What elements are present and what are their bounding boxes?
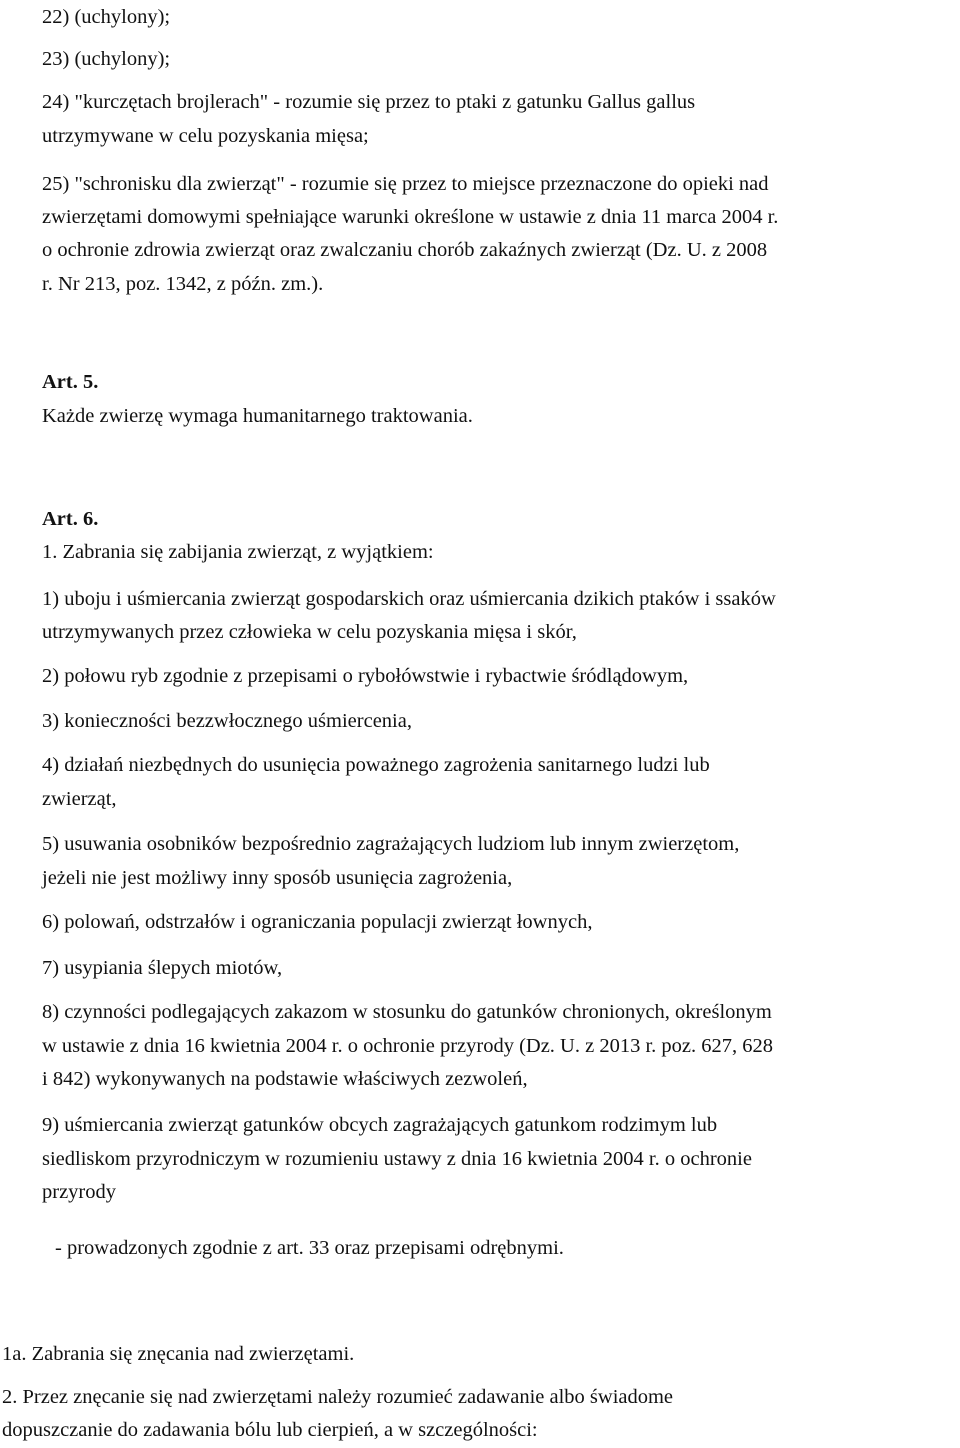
exception-6: 6) polowań, odstrzałów i ograniczania populacji zwierząt łownych, [42, 911, 593, 933]
article-6-paragraph-1-intro: 1. Zabrania się zabijania zwierząt, z wyjątkiem: [42, 541, 434, 563]
definition-24-line-1: 24) "kurczętach brojlerach" - rozumie się przez to ptaki z gatunku Gallus gallus [42, 91, 696, 113]
exception-9-line-2: siedliskom przyrodniczym w rozumieniu ustawy z dnia 16 kwietnia 2004 r. o ochronie [42, 1148, 752, 1170]
exception-1-line-1: 1) uboju i uśmiercania zwierząt gospodarskich oraz uśmiercania dzikich ptaków i ssaków [42, 588, 776, 610]
exceptions-closing-clause: - prowadzonych zgodnie z art. 33 oraz przepisami odrębnymi. [55, 1237, 564, 1259]
exception-4-line-2: zwierząt, [42, 788, 117, 810]
article-6-heading: Art. 6. [42, 508, 99, 530]
exception-4-line-1: 4) działań niezbędnych do usunięcia poważnego zagrożenia sanitarnego ludzi lub [42, 754, 710, 776]
article-5-heading: Art. 5. [42, 371, 99, 393]
exception-5-line-1: 5) usuwania osobników bezpośrednio zagrażających ludziom lub innym zwierzętom, [42, 833, 740, 855]
exception-5-line-2: jeżeli nie jest możliwy inny sposób usunięcia zagrożenia, [42, 867, 513, 889]
definition-24-line-2: utrzymywane w celu pozyskania mięsa; [42, 125, 369, 147]
exception-8-line-1: 8) czynności podlegających zakazom w stosunku do gatunków chronionych, określonym [42, 1001, 772, 1023]
exception-8-line-2: w ustawie z dnia 16 kwietnia 2004 r. o ochronie przyrody (Dz. U. z 2013 r. poz. 627, 628 [42, 1035, 774, 1057]
definition-25-line-4: r. Nr 213, poz. 1342, z późn. zm.). [42, 273, 324, 295]
exception-1-line-2: utrzymywanych przez człowieka w celu pozyskania mięsa i skór, [42, 621, 577, 643]
definition-22: 22) (uchylony); [42, 6, 171, 28]
article-5-text: Każde zwierzę wymaga humanitarnego traktowania. [42, 405, 473, 427]
exception-8-line-3: i 842) wykonywanych na podstawie właściwych zezwoleń, [42, 1068, 528, 1090]
definition-23: 23) (uchylony); [42, 48, 171, 70]
definition-25-line-1: 25) "schronisku dla zwierząt" - rozumie się przez to miejsce przeznaczone do opieki nad [42, 173, 769, 195]
article-6-paragraph-1a: 1a. Zabrania się znęcania nad zwierzętami. [2, 1343, 355, 1365]
article-6-paragraph-2-line-1: 2. Przez znęcanie się nad zwierzętami należy rozumieć zadawanie albo świadome [2, 1386, 674, 1408]
exception-9-line-1: 9) uśmiercania zwierząt gatunków obcych zagrażających gatunkom rodzimym lub [42, 1114, 718, 1136]
exception-2: 2) połowu ryb zgodnie z przepisami o rybołówstwie i rybactwie śródlądowym, [42, 665, 689, 687]
exception-7: 7) usypiania ślepych miotów, [42, 957, 283, 979]
definition-25-line-2: zwierzętami domowymi spełniające warunki określone w ustawie z dnia 11 marca 2004 r. [42, 206, 779, 228]
article-6-paragraph-2-line-2: dopuszczanie do zadawania bólu lub cierpień, a w szczególności: [2, 1419, 538, 1441]
definition-25-line-3: o ochronie zdrowia zwierząt oraz zwalczaniu chorób zakaźnych zwierząt (Dz. U. z 2008 [42, 239, 768, 261]
exception-3: 3) konieczności bezzwłocznego uśmiercenia, [42, 710, 412, 732]
exception-9-line-3: przyrody [42, 1181, 117, 1203]
